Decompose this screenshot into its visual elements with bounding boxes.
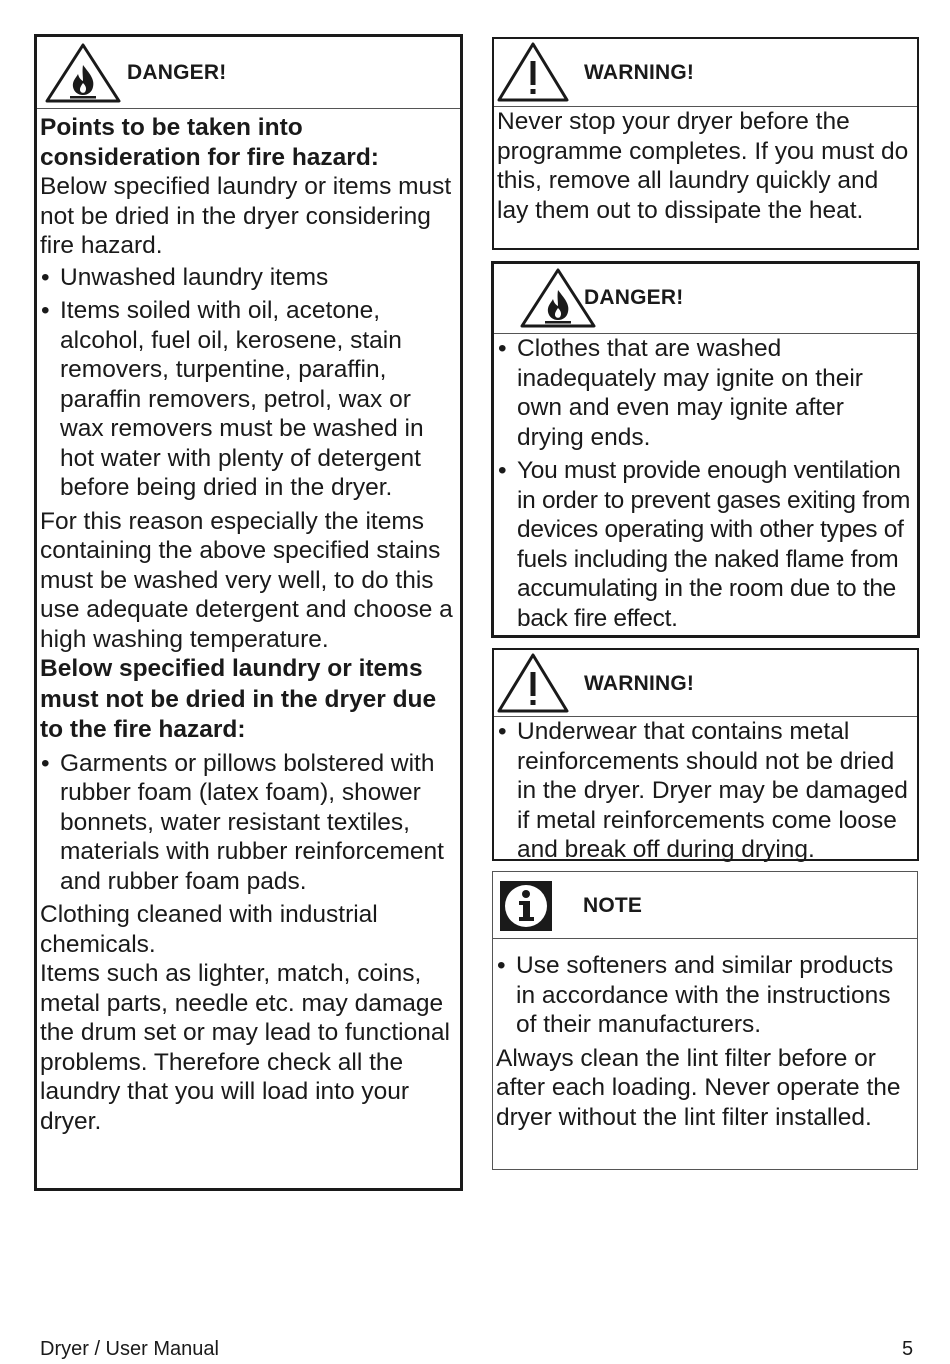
note-title: NOTE <box>583 894 643 917</box>
danger-header <box>37 37 460 109</box>
info-icon <box>499 880 553 937</box>
list-item: • You must provide enough ventilation in order to prevent gases exiting from devices operating with other types of fuels including the naked flame from accumulating in the room due to the back fire effect. <box>497 456 914 633</box>
lint-filter-text: Always clean the lint filter before or after each loading. Never operate the dryer without the lint filter installed. <box>496 1044 901 1131</box>
list-item: • Items soiled with oil, acetone, alcohol, fuel oil, kerosene, stain removers, turpentine, paraffin, paraffin removers, petrol, wax or wax removers must be washed in hot water with plenty of detergent before being dried in the dryer. <box>40 296 457 503</box>
fire-hazard-paragraph: For this reason especially the items containing the above specified stains must be washed very well, to do this use adequate detergent and choose a high washing temperature. <box>40 507 453 653</box>
metal-underwear-warning-box <box>492 648 919 861</box>
warning-body <box>494 107 917 225</box>
manual-title: Dryer / User Manual <box>40 1338 219 1360</box>
industrial-chemicals-text: Clothing cleaned with industrial chemicals. <box>40 901 378 958</box>
metal-underwear-list <box>497 717 914 865</box>
note-header <box>493 872 917 939</box>
stop-dryer-text: Never stop your dryer before the programme completes. If you must do this, remove all laundry quickly and lay them out to dissipate the heat. <box>497 108 909 224</box>
note-list <box>496 951 914 1040</box>
warning-body <box>494 717 917 865</box>
exclamation-triangle-icon <box>496 652 570 719</box>
list-item: • Underwear that contains metal reinforcements should not be dried in the dryer. Dryer may be damaged if metal reinforcements come loose and break off during drying. <box>497 717 914 865</box>
danger-header <box>494 264 917 334</box>
metal-items-text: Items such as lighter, match, coins, metal parts, needle etc. may damage the drum set or may lead to functional problems. Therefore check all the laundry that you will load into your dryer. <box>40 960 450 1135</box>
exclamation-triangle-icon <box>496 41 570 108</box>
warning-title: WARNING! <box>584 672 695 695</box>
note-box <box>492 871 918 1170</box>
fire-hazard-intro: Below specified laundry or items must not be dried in the dryer considering fire hazard. <box>40 173 452 259</box>
list-item: • Clothes that are washed inadequately may ignite on their own and even may ignite after drying ends. <box>497 334 914 452</box>
list-item: • Garments or pillows bolstered with rubber foam (latex foam), shower bonnets, water resistant textiles, materials with rubber reinforcement and rubber foam pads. <box>40 749 457 897</box>
warning-header <box>494 39 917 107</box>
danger-title: DANGER! <box>127 61 227 84</box>
list-item: • Use softeners and similar products in accordance with the instructions of their manufacturers. <box>496 951 914 1040</box>
warning-title: WARNING! <box>584 61 695 84</box>
fire-hazard-triangle-icon <box>43 41 123 110</box>
stop-dryer-warning-box <box>492 37 919 250</box>
fire-hazard-list-2 <box>40 749 457 897</box>
list-item: • Unwashed laundry items <box>40 263 457 293</box>
fire-hazard-heading-2: Below specified laundry or items must not be dried in the dryer due to the fire hazard: <box>40 655 437 743</box>
fire-hazard-heading: Points to be taken into consideration for fire hazard: <box>40 114 379 171</box>
page-number: 5 <box>902 1338 914 1360</box>
ignition-danger-box <box>491 261 920 638</box>
danger-title: DANGER! <box>584 286 684 309</box>
danger-body <box>37 109 460 1136</box>
ignition-list <box>497 334 914 633</box>
fire-hazard-list <box>40 263 457 503</box>
note-body <box>493 939 917 1132</box>
warning-header <box>494 650 917 717</box>
danger-body <box>494 334 917 633</box>
fire-hazard-danger-box <box>34 34 463 1191</box>
